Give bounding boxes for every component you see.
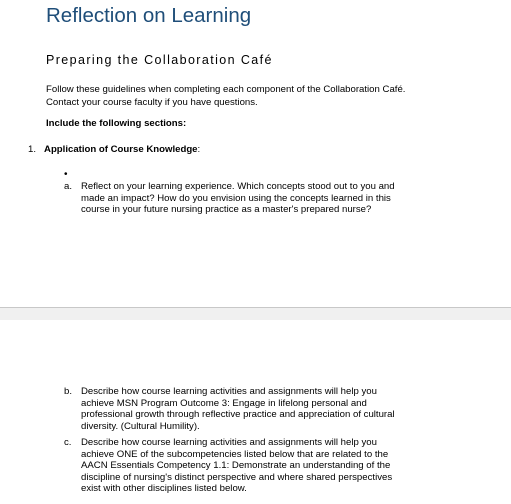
sub-item-a-marker: a. xyxy=(64,181,73,192)
sub-item-a-line: Reflect on your learning experience. Which concepts stood out to you and xyxy=(81,181,395,192)
list-item-1-suffix: : xyxy=(197,144,201,155)
sub-item-c-line: AACN Essentials Competency 1.1: Demonstrate an understanding of the xyxy=(81,460,391,472)
document-title: Reflection on Learning xyxy=(46,4,252,27)
sub-item-b-line: Describe how course learning activities and assignments will help you xyxy=(81,386,377,397)
page-break-separator xyxy=(0,307,511,321)
intro-line-1: Follow these guidelines when completing each component of the Collaboration Café. xyxy=(46,84,406,95)
sub-item-b-line: achieve MSN Program Outcome 3: Engage in lifelong personal and xyxy=(81,397,367,409)
intro-line-2: Contact your course faculty if you have questions. xyxy=(46,97,258,108)
sections-heading: Include the following sections: xyxy=(46,118,187,129)
sub-item-b-text xyxy=(81,386,395,432)
sub-item-a-line: made an impact? How do you envision using the concepts learned in this xyxy=(81,192,391,204)
list-item-1-label: Application of Course Knowledge xyxy=(44,144,198,155)
sub-item-c-marker: c. xyxy=(64,437,72,448)
sub-item-c-line: Describe how course learning activities and assignments will help you xyxy=(81,437,377,448)
list-item-1 xyxy=(28,144,200,156)
document-subtitle: Preparing the Collaboration Café xyxy=(46,53,273,67)
sub-item-c-line: exist with other disciplines listed below. xyxy=(81,483,247,495)
sub-item-c-line: achieve ONE of the subcompetencies listed below that are related to the xyxy=(81,448,389,460)
sub-item-b-marker: b. xyxy=(64,386,73,397)
sub-item-c-text xyxy=(81,437,392,495)
sub-item-a-line: course in your future nursing practice as a master's prepared nurse? xyxy=(81,204,372,216)
sub-item-b-line: diversity. (Cultural Humility). xyxy=(81,420,200,432)
sub-item-c-line: discipline of nursing's distinct perspective and where shared perspectives xyxy=(81,471,393,483)
sub-item-b-line: professional growth through reflective practice and appreciation of cultural xyxy=(81,409,395,421)
sub-item-a-text xyxy=(81,181,395,216)
list-item-1-number: 1. xyxy=(28,144,37,155)
bullet-marker: • xyxy=(64,169,68,180)
